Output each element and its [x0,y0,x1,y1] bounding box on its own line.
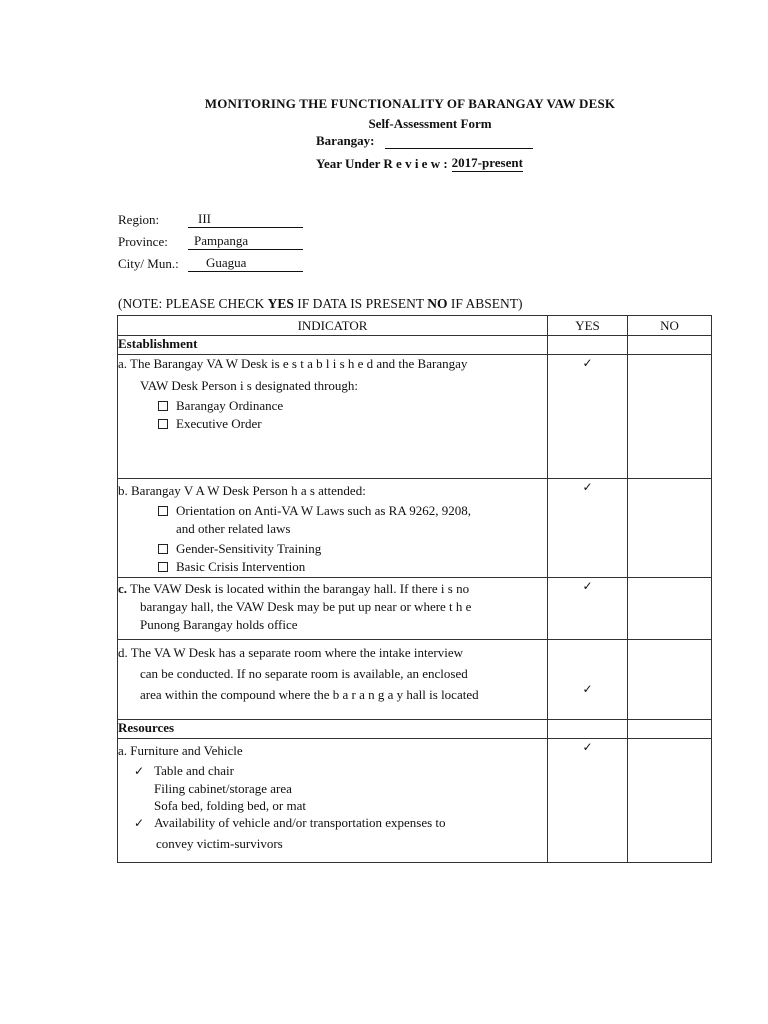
year-field [316,155,523,172]
check-icon: ✓ [134,764,145,778]
instruction-note: (NOTE: PLEASE CHECK YES IF DATA IS PRESENT NO IF ABSENT) [118,296,523,311]
city-label: City/ Mun.: [118,256,179,271]
yes-cell-a[interactable] [548,355,628,479]
province-row [118,233,303,250]
yes-cell-resources-a[interactable] [548,739,628,863]
barangay-label: Barangay: [316,133,375,148]
yes-cell-d[interactable] [548,640,628,720]
no-cell-a[interactable] [628,355,712,479]
table-row [118,355,712,479]
check-icon: ✓ [582,740,593,754]
checkbox-icon[interactable] [158,401,168,411]
page-title: MONITORING THE FUNCTIONALITY OF BARANGAY VAW DESK [204,96,616,111]
year-value[interactable]: 2017-present [451,155,523,170]
check-icon: ✓ [582,682,593,696]
barangay-value[interactable] [385,134,533,149]
checkbox-icon[interactable] [158,419,168,429]
yes-cell-c[interactable] [548,578,628,640]
header-indicator: INDICATOR [118,316,548,336]
province-value[interactable]: Pampanga [188,233,303,250]
table-row [118,578,712,640]
header-no: NO [628,316,712,336]
check-icon: ✓ [582,579,593,593]
section-establishment: Establishment [118,336,548,355]
yes-cell-b[interactable] [548,479,628,578]
table-header-row [118,316,712,336]
year-label: Year Under R e v i e w : [316,156,448,171]
section-row-establishment [118,336,712,355]
no-cell-b[interactable] [628,479,712,578]
header-yes: YES [548,316,628,336]
check-icon: ✓ [134,816,145,830]
checkbox-icon[interactable] [158,562,168,572]
city-row [118,255,303,272]
indicator-b: b. Barangay V A W Desk Person h a s attended: Orientation on Anti-VA W Laws such as RA 9262, 9208, and other related laws Gender-Sensitivity Training Basic Crisis Intervention [118,479,548,578]
no-cell-c[interactable] [628,578,712,640]
city-value[interactable]: Guagua [188,255,303,272]
form-subtitle: Self-Assessment Form [368,116,492,131]
barangay-field [316,133,533,149]
indicator-d: d. The VA W Desk has a separate room where the intake interview can be conducted. If no separate room is available, an enclosed area within the compound where the b a r a n g a y hall is located [118,640,548,720]
province-label: Province: [118,234,168,249]
region-value[interactable]: III [188,211,303,228]
indicator-c: c. The VAW Desk is located within the barangay hall. If there i s no barangay hall, the VAW Desk may be put up near or where t h e Punong Barangay holds office [118,578,548,640]
check-icon: ✓ [582,356,593,370]
check-icon: ✓ [582,480,593,494]
assessment-table [117,315,712,863]
region-row [118,211,303,228]
no-cell-d[interactable] [628,640,712,720]
checkbox-icon[interactable] [158,506,168,516]
table-row [118,479,712,578]
region-label: Region: [118,212,160,227]
checkbox-icon[interactable] [158,544,168,554]
no-cell-resources-a[interactable] [628,739,712,863]
table-row [118,640,712,720]
indicator-a: a. The Barangay VA W Desk is e s t a b l i s h e d and the Barangay VAW Desk Person i s designated through: Barangay Ordinance Executive Order [118,355,548,479]
section-resources: Resources [118,720,548,739]
section-row-resources [118,720,712,739]
table-row [118,739,712,863]
indicator-resources-a: a. Furniture and Vehicle ✓ Table and chair Filing cabinet/storage area Sofa bed, folding bed, or mat ✓ Availability of vehicle and/or transportation expenses to convey victim-survivors [118,739,548,863]
